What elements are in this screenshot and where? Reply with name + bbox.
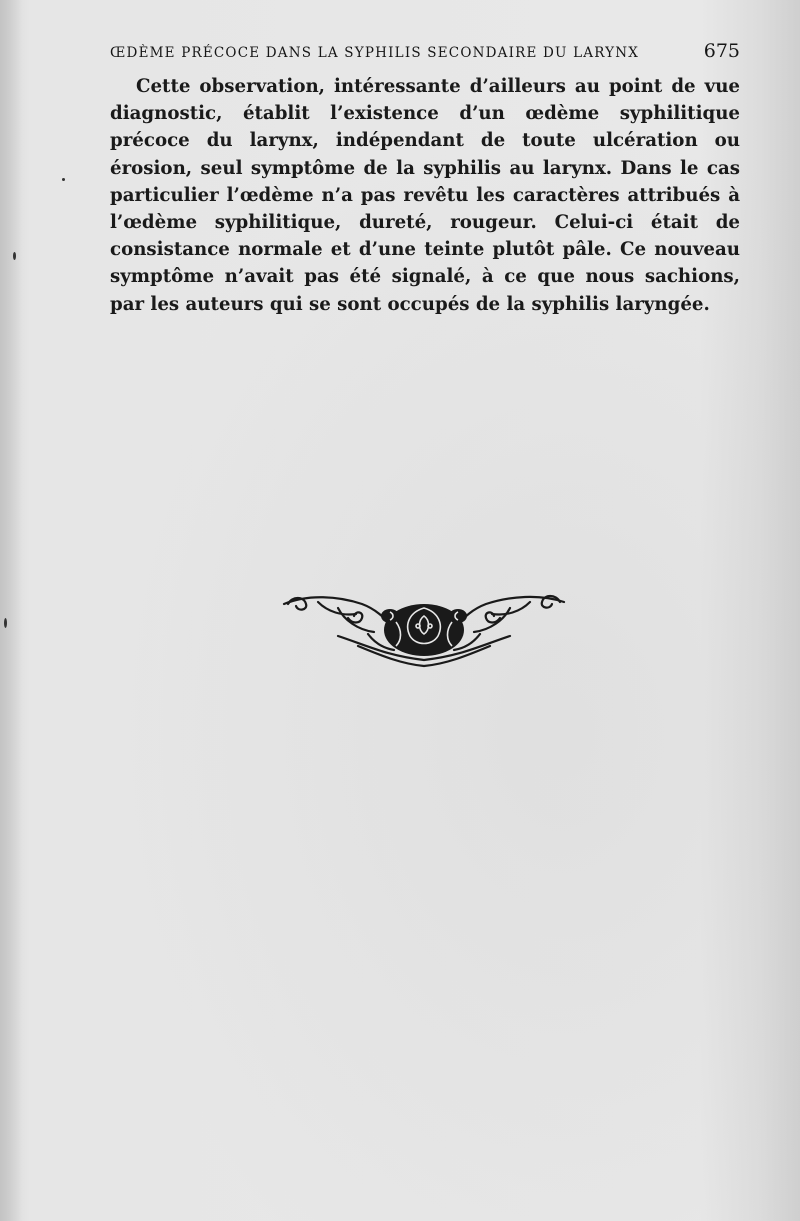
floral-tailpiece-ornament-icon (278, 590, 570, 668)
body-paragraph: Cette observation, intéressante d’ailleurs au point de vue diagnostic, établit l’existence d’un œdème syphilitique précoce du larynx, indépendant de toute ulcération ou érosion, seul symptôme de la syphilis au larynx. Dans le cas particulier l’œdème n’a pas revêtu les caractères attribués à l’œdème syphilitique, dureté, rougeur. Celui-ci était de consistance normale et d’une teinte plutôt pâle. Ce nouveau symptôme n’avait pas été signalé, à ce que nous sachions, par les auteurs qui se sont occupés de la syphilis laryngée. (110, 76, 740, 315)
paper-speck (62, 178, 65, 181)
paper-speck (13, 252, 16, 260)
running-head-title: ŒDÈME PRÉCOCE DANS LA SYPHILIS SECONDAIRE DU LARYNX (110, 45, 640, 61)
running-head (110, 40, 740, 66)
page-number: 675 (703, 40, 740, 62)
gutter-shadow (0, 0, 22, 1221)
paper-speck (4, 618, 7, 628)
